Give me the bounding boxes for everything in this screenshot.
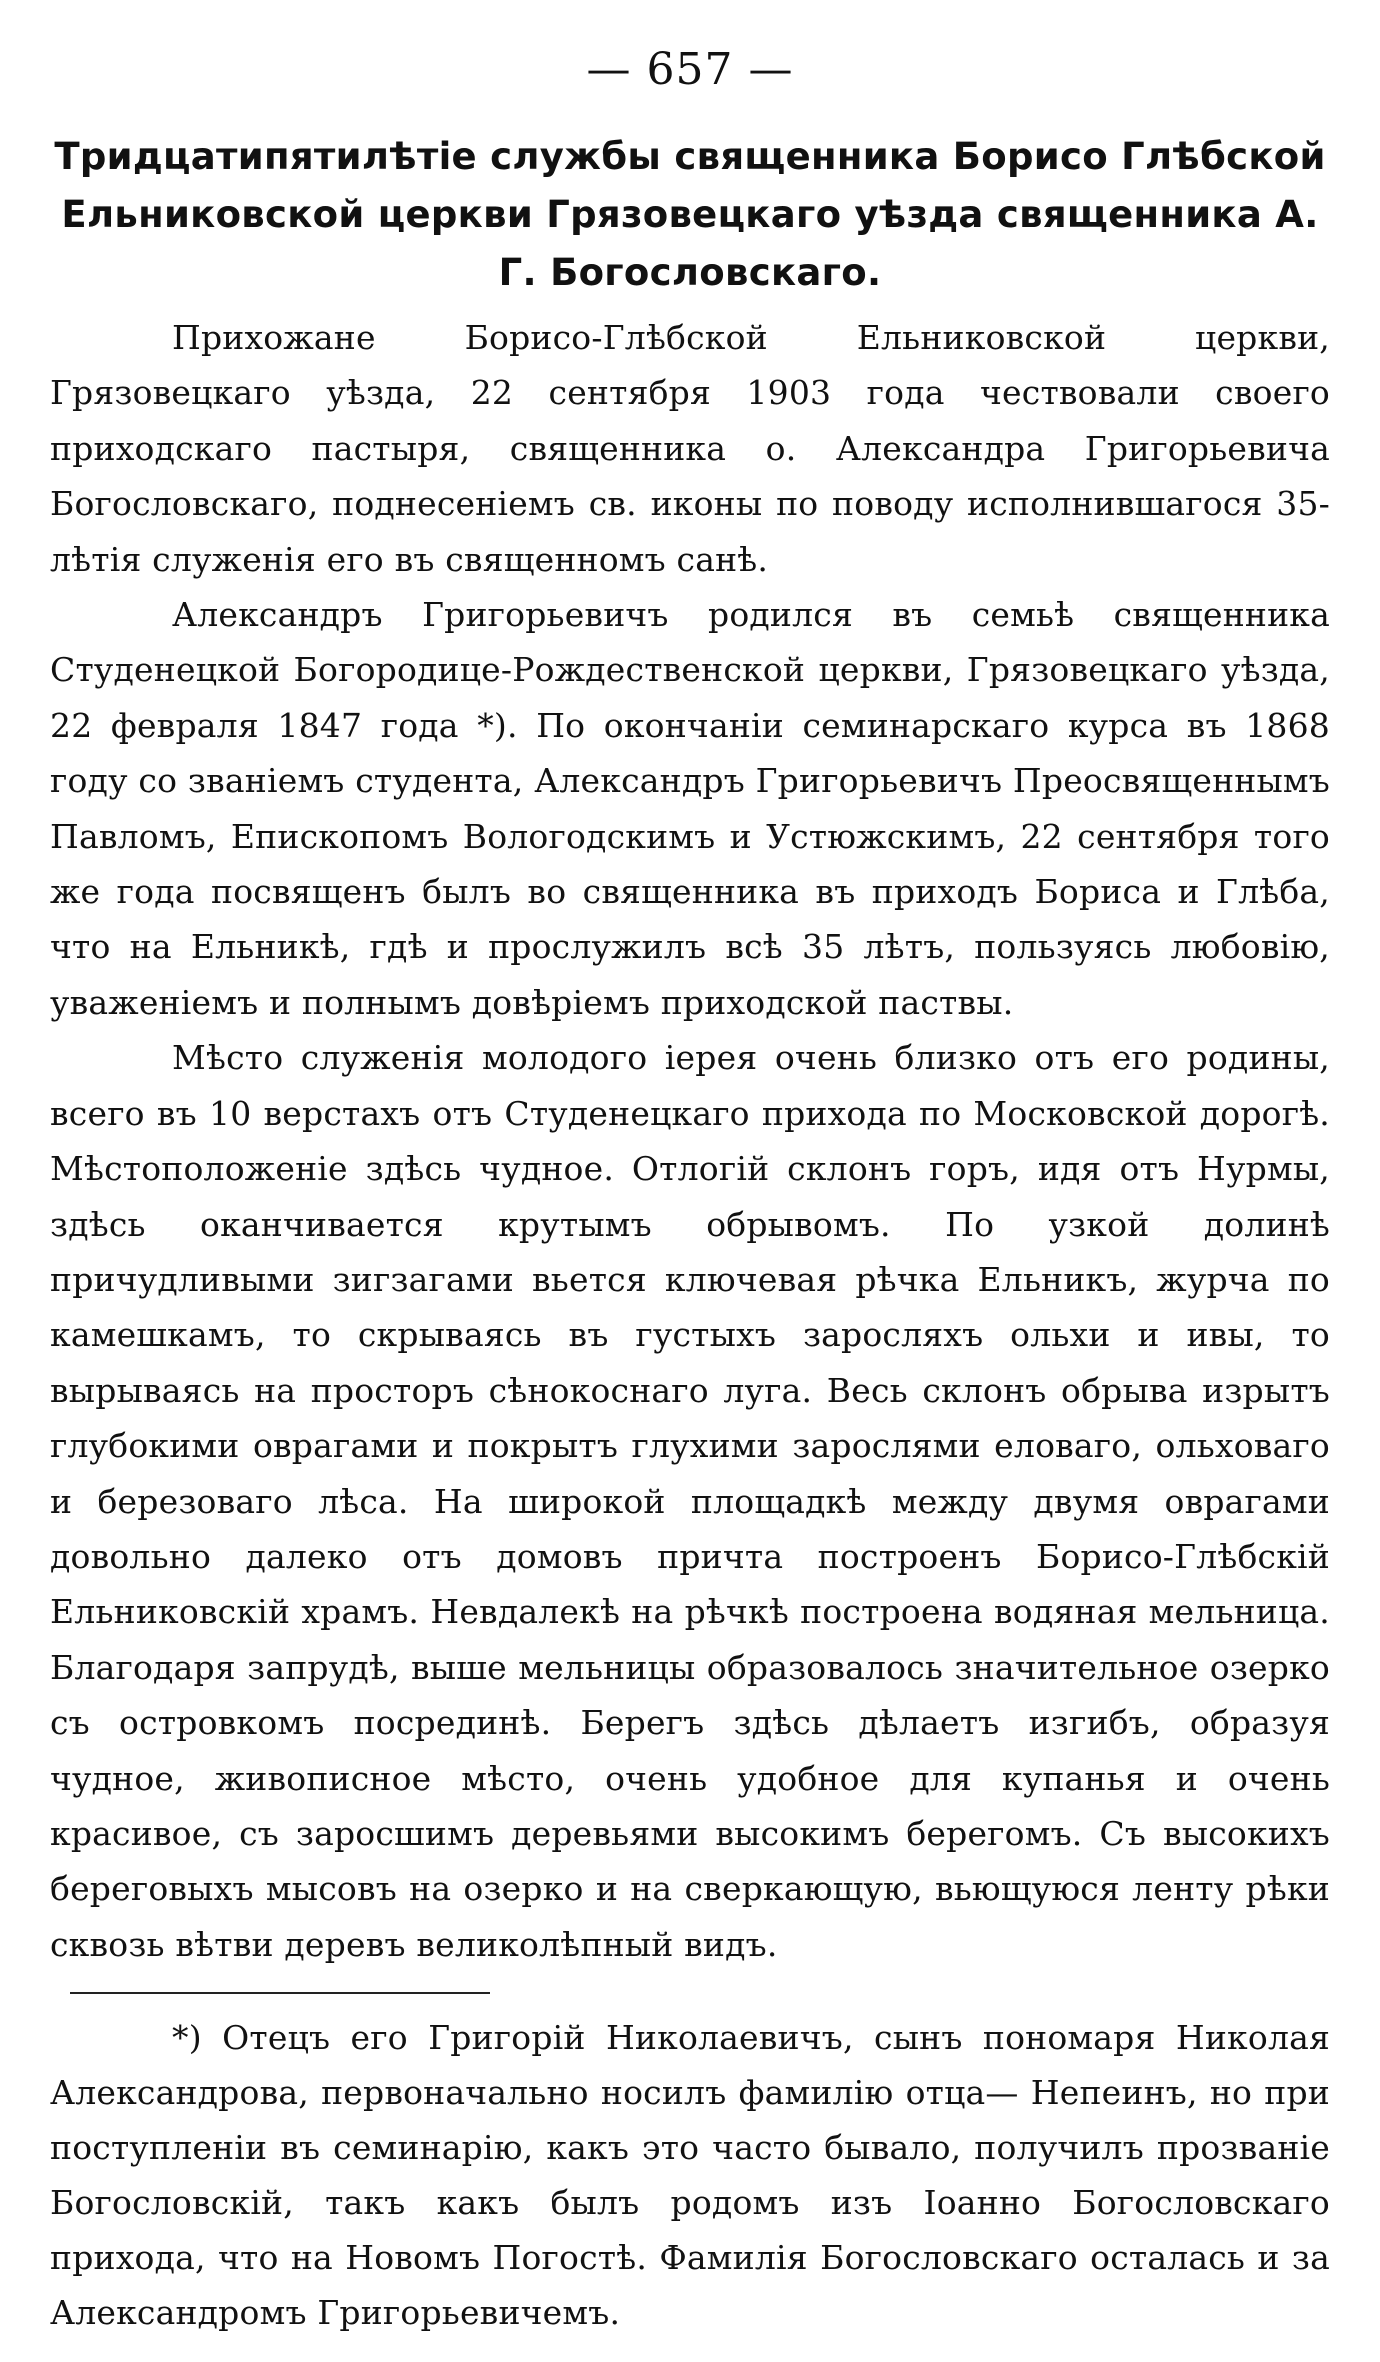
article-title: Тридцатипятилѣтіе службы священника Борисо Глѣбской Ельниковской церкви Грязовецкаго уѣзда священника А. Г. Богословскаго.: [54, 135, 1326, 294]
paragraph: Александръ Григорьевичъ родился въ семьѣ священника Студенецкой Богородице-Рождественской церкви, Грязовецкаго уѣзда, 22 февраля 1847 года *). По окончаніи семинарскаго курса въ 1868 году со званіемъ студента, Александръ Григорьевичъ Преосвященнымъ Павломъ, Епископомъ Вологодскимъ и Устюжскимъ, 22 сентября того же года посвященъ былъ во священника въ приходъ Бориса и Глѣба, что на Ельникѣ, гдѣ и прослужилъ всѣ 35 лѣтъ, пользуясь любовію, уваженіемъ и полнымъ довѣріемъ приходской паствы.: [50, 595, 1330, 1022]
footnote: *) Отецъ его Григорій Николаевичъ, сынъ пономаря Николая Александрова, первоначально носилъ фамилію отца— Непеинъ, но при поступленіи въ семинарію, какъ это часто бывало, получилъ прозваніе Богословскій, такъ какъ былъ родомъ изъ Іоанно Богословскаго прихода, что на Новомъ Погостѣ. Фамилія Богословскаго осталась и за Александромъ Григорьевичемъ.: [50, 2018, 1330, 2333]
paragraph: Прихожане Борисо-Глѣбской Ельниковской церкви, Грязовецкаго уѣзда, 22 сентября 1903 года чествовали своего приходскаго пастыря, священника о. Александра Григорьевича Богословскаго, поднесеніемъ св. иконы по поводу исполнившагося 35-лѣтія служенія его въ священномъ санѣ.: [50, 318, 1330, 579]
paragraph: Мѣсто служенія молодого іерея очень близко отъ его родины, всего въ 10 верстахъ отъ Студенецкаго прихода по Московской дорогѣ. Мѣстоположеніе здѣсь чудное. Отлогій склонъ горъ, идя отъ Нурмы, здѣсь оканчивается крутымъ обрывомъ. По узкой долинѣ причудливыми зигзагами вьется ключевая рѣчка Ельникъ, журча по камешкамъ, то скрываясь въ густыхъ заросляхъ ольхи и ивы, то вырываясь на просторъ сѣнокоснаго луга. Весь склонъ обрыва изрытъ глубокими оврагами и покрытъ глухими зарослями еловаго, ольховаго и березоваго лѣса. На широкой площадкѣ между двумя оврагами довольно далеко отъ домовъ причта построенъ Борисо-Глѣбскій Ельниковскій храмъ. Невдалекѣ на рѣчкѣ построена водяная мельница. Благодаря запрудѣ, выше мельницы образовалось значительное озерко съ островкомъ посрединѣ. Берегъ здѣсь дѣлаетъ изгибъ, образуя чудное, живописное мѣсто, очень удобное для купанья и очень красивое, съ заросшимъ деревьями высокимъ берегомъ. Съ высокихъ береговыхъ мысовъ на озерко и на сверкающую, вьющуюся ленту рѣки сквозь вѣтви деревъ великолѣпный видъ.: [50, 1038, 1330, 1964]
footnote-divider: [70, 1992, 490, 1994]
page-content: [50, 40, 1330, 2340]
page-number: — 657 —: [586, 44, 794, 95]
